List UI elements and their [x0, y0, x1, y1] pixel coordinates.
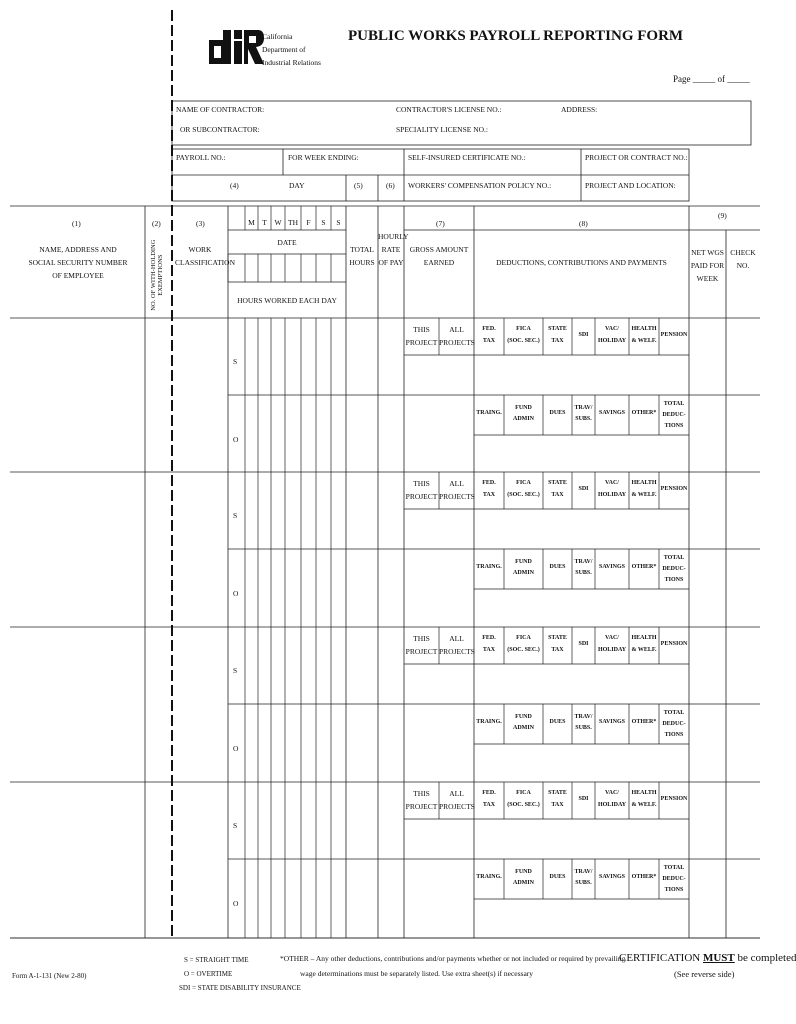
block3-straight-label: S	[233, 821, 238, 830]
block0-ded-top-5-l2: & WELF.	[631, 338, 657, 344]
block1-ded-top-3-l1: SDI	[578, 486, 589, 492]
date-header: DATE	[277, 238, 297, 247]
col1-number: (1)	[72, 219, 81, 228]
block2-straight-label: S	[233, 666, 238, 675]
col2-number: (2)	[152, 219, 161, 228]
day-label-1: T	[262, 218, 267, 227]
block2-ded-bot-3-l1: TRAV/	[574, 714, 593, 720]
block3-ded-top-1-l2: (SOC. SEC.)	[507, 802, 540, 808]
col3-number: (3)	[196, 219, 205, 228]
week-ending-label: FOR WEEK ENDING:	[288, 153, 359, 162]
block1-ded-bot-6-l2: DEDUC-	[662, 566, 686, 572]
block2-projects: PROJECTS	[439, 647, 475, 656]
block2-ded-bot-5-l1: OTHER*	[631, 719, 657, 725]
payroll-no-label: PAYROLL NO.:	[176, 153, 226, 162]
block0-ded-top-1-l2: (SOC. SEC.)	[507, 338, 540, 344]
gross-amount-header: GROSS AMOUNT	[409, 245, 469, 254]
block1-all: ALL	[449, 479, 464, 488]
certification-notice	[619, 952, 796, 965]
left-margin-dashes	[171, 10, 173, 940]
workers-comp-label: WORKERS' COMPENSATION POLICY NO.:	[408, 181, 552, 190]
block2-ded-top-6-l1: PENSION	[660, 641, 688, 647]
block3-ded-top-0-l2: TAX	[482, 802, 496, 808]
legend-overtime: O = OVERTIME	[184, 970, 233, 978]
earned-header: EARNED	[423, 258, 455, 267]
address-label: ADDRESS:	[561, 105, 598, 114]
block1-ded-bot-3-l1: TRAV/	[574, 559, 593, 565]
block3-ded-bot-6-l3: TIONS	[664, 887, 684, 893]
block1-ded-bot-2-l1: DUES	[549, 564, 566, 570]
block0-ded-bot-3-l1: TRAV/	[574, 405, 593, 411]
other-note-line1: *OTHER – Any other deductions, contributions and/or payments whether or not included or required by prevailing	[280, 954, 626, 963]
dir-logo	[206, 28, 266, 68]
block1-ded-bot-1-l1: FUND	[515, 559, 532, 565]
block1-this: THIS	[413, 479, 430, 488]
block0-ded-top-1-l1: FICA	[516, 326, 531, 332]
rate-header: RATE	[381, 245, 401, 254]
block2-this: THIS	[413, 634, 430, 643]
col5-label: (5)	[354, 181, 363, 190]
cert-must: MUST	[702, 952, 735, 964]
block3-projects: PROJECTS	[439, 802, 475, 811]
block1-ded-bot-3-l2: SUBS.	[575, 570, 592, 576]
block1-project: PROJECT	[405, 492, 438, 501]
block1-ded-top-1-l2: (SOC. SEC.)	[507, 492, 540, 498]
week-header: WEEK	[696, 274, 719, 283]
block3-ded-bot-1-l1: FUND	[515, 869, 532, 875]
col4-label: (4)	[230, 181, 239, 190]
total-header: TOTAL	[350, 245, 374, 254]
block0-ded-top-4-l1: VAC/	[605, 326, 619, 332]
block3-ded-bot-6-l1: TOTAL	[663, 865, 685, 871]
net-wgs-header: NET WGS	[691, 248, 724, 257]
block0-ded-top-6-l1: PENSION	[660, 332, 688, 338]
license-label: CONTRACTOR'S LICENSE NO.:	[396, 105, 502, 114]
day-label-0: M	[248, 218, 255, 227]
block0-ded-bot-6-l3: TIONS	[664, 423, 684, 429]
block3-ded-top-5-l2: & WELF.	[631, 802, 657, 808]
form-number: Form A-1-131 (New 2-80)	[12, 972, 87, 980]
block3-ded-bot-3-l2: SUBS.	[575, 880, 592, 886]
name-header-l1: NAME, ADDRESS AND	[39, 245, 117, 254]
block0-ded-bot-6-l1: TOTAL	[663, 401, 685, 407]
other-note-line2: wage determinations must be separately listed. Use extra sheet(s) if necessary	[300, 969, 534, 978]
block2-ded-top-4-l2: HOLIDAY	[597, 647, 627, 653]
name-header-l2: SOCIAL SECURITY NUMBER	[28, 258, 128, 267]
block0-ded-top-3-l1: SDI	[578, 332, 589, 338]
page-number: Page _____ of _____	[673, 74, 750, 84]
block3-ded-bot-4-l1: SAVINGS	[599, 874, 625, 880]
block3-all: ALL	[449, 789, 464, 798]
block2-ded-top-2-l2: TAX	[551, 647, 564, 653]
contractor-name-label: NAME OF CONTRACTOR:	[176, 105, 265, 114]
block3-this: THIS	[413, 789, 430, 798]
col7-number: (7)	[436, 219, 445, 228]
col8-number: (8)	[579, 219, 588, 228]
block0-ded-top-2-l1: STATE	[548, 326, 567, 332]
block2-ded-top-0-l1: FED.	[482, 635, 496, 641]
block1-straight-label: S	[233, 511, 238, 520]
block0-ded-top-0-l1: FED.	[482, 326, 496, 332]
block2-project: PROJECT	[405, 647, 438, 656]
agency-line-3: Industrial Relations	[262, 58, 321, 67]
block0-projects: PROJECTS	[439, 338, 475, 347]
block2-ded-bot-1-l2: ADMIN	[513, 725, 534, 731]
block2-ded-top-0-l2: TAX	[482, 647, 496, 653]
block3-overtime-label: O	[233, 899, 239, 908]
block0-ded-top-2-l2: TAX	[551, 338, 564, 344]
block3-ded-top-4-l2: HOLIDAY	[597, 802, 627, 808]
speciality-license-label: SPECIALITY LICENSE NO.:	[396, 125, 489, 134]
block0-ded-bot-1-l1: FUND	[515, 405, 532, 411]
agency-line-1: California	[262, 32, 293, 41]
agency-line-2: Department of	[262, 45, 306, 54]
block2-overtime-label: O	[233, 744, 239, 753]
deductions-header: DEDUCTIONS, CONTRIBUTIONS AND PAYMENTS	[496, 258, 667, 267]
block0-all: ALL	[449, 325, 464, 334]
paid-for-header: PAID FOR	[690, 261, 725, 270]
block2-ded-bot-6-l3: TIONS	[664, 732, 684, 738]
block1-ded-top-4-l2: HOLIDAY	[597, 492, 627, 498]
day-label: DAY	[289, 181, 305, 190]
block3-ded-top-2-l2: TAX	[551, 802, 564, 808]
block1-ded-top-0-l2: TAX	[482, 492, 496, 498]
block1-ded-bot-6-l3: TIONS	[664, 577, 684, 583]
block1-ded-bot-6-l1: TOTAL	[663, 555, 685, 561]
block3-ded-top-4-l1: VAC/	[605, 790, 619, 796]
classification-header: CLASSIFICATION	[175, 258, 236, 267]
block0-ded-bot-3-l2: SUBS.	[575, 416, 592, 422]
block2-ded-top-2-l1: STATE	[548, 635, 567, 641]
block1-ded-bot-5-l1: OTHER*	[631, 564, 657, 570]
cert-pre: CERTIFICATION	[619, 952, 703, 964]
block2-all: ALL	[449, 634, 464, 643]
form-title: PUBLIC WORKS PAYROLL REPORTING FORM	[348, 28, 684, 44]
col6-label: (6)	[386, 181, 395, 190]
block0-ded-bot-0-l1: TRAING.	[476, 410, 502, 416]
legend-sdi: SDI = STATE DISABILITY INSURANCE	[179, 984, 301, 992]
block3-project: PROJECT	[405, 802, 438, 811]
col9-number: (9)	[718, 211, 727, 220]
subcontractor-label: OR SUBCONTRACTOR:	[180, 125, 260, 134]
day-label-3: TH	[288, 218, 298, 227]
block1-ded-top-6-l1: PENSION	[660, 486, 688, 492]
block0-this: THIS	[413, 325, 430, 334]
block3-ded-top-2-l1: STATE	[548, 790, 567, 796]
block2-ded-top-3-l1: SDI	[578, 641, 589, 647]
block0-overtime-label: O	[233, 435, 239, 444]
block1-ded-top-4-l1: VAC/	[605, 480, 619, 486]
block1-ded-top-2-l1: STATE	[548, 480, 567, 486]
self-insured-label: SELF-INSURED CERTIFICATE NO.:	[408, 153, 526, 162]
block0-ded-top-4-l2: HOLIDAY	[597, 338, 627, 344]
block0-ded-bot-5-l1: OTHER*	[631, 410, 657, 416]
day-label-5: S	[321, 218, 326, 227]
block0-ded-bot-2-l1: DUES	[549, 410, 566, 416]
check-header: CHECK	[730, 248, 756, 257]
block1-ded-top-1-l1: FICA	[516, 480, 531, 486]
block0-ded-bot-1-l2: ADMIN	[513, 416, 534, 422]
block2-ded-top-1-l1: FICA	[516, 635, 531, 641]
block3-ded-bot-5-l1: OTHER*	[631, 874, 657, 880]
block0-straight-label: S	[233, 357, 238, 366]
block2-ded-bot-4-l1: SAVINGS	[599, 719, 625, 725]
block3-ded-top-5-l1: HEALTH	[631, 790, 657, 796]
legend-straight: S = STRAIGHT TIME	[184, 956, 249, 964]
work-header: WORK	[188, 245, 212, 254]
day-label-2: W	[274, 218, 282, 227]
block1-ded-bot-4-l1: SAVINGS	[599, 564, 625, 570]
block1-overtime-label: O	[233, 589, 239, 598]
block0-project: PROJECT	[405, 338, 438, 347]
block2-ded-bot-6-l1: TOTAL	[663, 710, 685, 716]
block3-ded-top-6-l1: PENSION	[660, 796, 688, 802]
project-location-label: PROJECT AND LOCATION:	[585, 181, 676, 190]
block0-ded-bot-4-l1: SAVINGS	[599, 410, 625, 416]
project-contract-label: PROJECT OR CONTRACT NO.:	[585, 153, 688, 162]
block2-ded-top-1-l2: (SOC. SEC.)	[507, 647, 540, 653]
block3-ded-bot-6-l2: DEDUC-	[662, 876, 686, 882]
block1-ded-bot-1-l2: ADMIN	[513, 570, 534, 576]
block2-ded-top-4-l1: VAC/	[605, 635, 619, 641]
block0-ded-bot-6-l2: DEDUC-	[662, 412, 686, 418]
name-header-l3: OF EMPLOYEE	[52, 271, 104, 280]
block3-ded-bot-0-l1: TRAING.	[476, 874, 502, 880]
hourly-header: HOURLY	[378, 232, 409, 241]
day-label-4: F	[306, 218, 311, 227]
block1-ded-bot-0-l1: TRAING.	[476, 564, 502, 570]
block1-ded-top-5-l2: & WELF.	[631, 492, 657, 498]
block2-ded-top-5-l2: & WELF.	[631, 647, 657, 653]
block3-ded-top-3-l1: SDI	[578, 796, 589, 802]
no-header: NO.	[736, 261, 750, 270]
block3-ded-top-1-l1: FICA	[516, 790, 531, 796]
hours-each-day-header: HOURS WORKED EACH DAY	[237, 296, 337, 305]
block3-ded-bot-2-l1: DUES	[549, 874, 566, 880]
withholding-header: NO. OF WITH-HOLDING EXEMPTIONS	[149, 239, 164, 311]
block1-ded-top-0-l1: FED.	[482, 480, 496, 486]
block2-ded-bot-3-l2: SUBS.	[575, 725, 592, 731]
block2-ded-bot-1-l1: FUND	[515, 714, 532, 720]
cert-post: be completed	[734, 952, 796, 964]
hours-header: HOURS	[349, 258, 375, 267]
block3-ded-top-0-l1: FED.	[482, 790, 496, 796]
block2-ded-top-5-l1: HEALTH	[631, 635, 657, 641]
block0-ded-top-5-l1: HEALTH	[631, 326, 657, 332]
see-reverse: (See reverse side)	[674, 969, 735, 979]
block3-ded-bot-1-l2: ADMIN	[513, 880, 534, 886]
block2-ded-bot-2-l1: DUES	[549, 719, 566, 725]
day-label-6: S	[336, 218, 341, 227]
block2-ded-bot-6-l2: DEDUC-	[662, 721, 686, 727]
of-pay-header: OF PAY	[378, 258, 404, 267]
block2-ded-bot-0-l1: TRAING.	[476, 719, 502, 725]
block0-ded-top-0-l2: TAX	[482, 338, 496, 344]
block3-ded-bot-3-l1: TRAV/	[574, 869, 593, 875]
block1-projects: PROJECTS	[439, 492, 475, 501]
block1-ded-top-5-l1: HEALTH	[631, 480, 657, 486]
block1-ded-top-2-l2: TAX	[551, 492, 564, 498]
